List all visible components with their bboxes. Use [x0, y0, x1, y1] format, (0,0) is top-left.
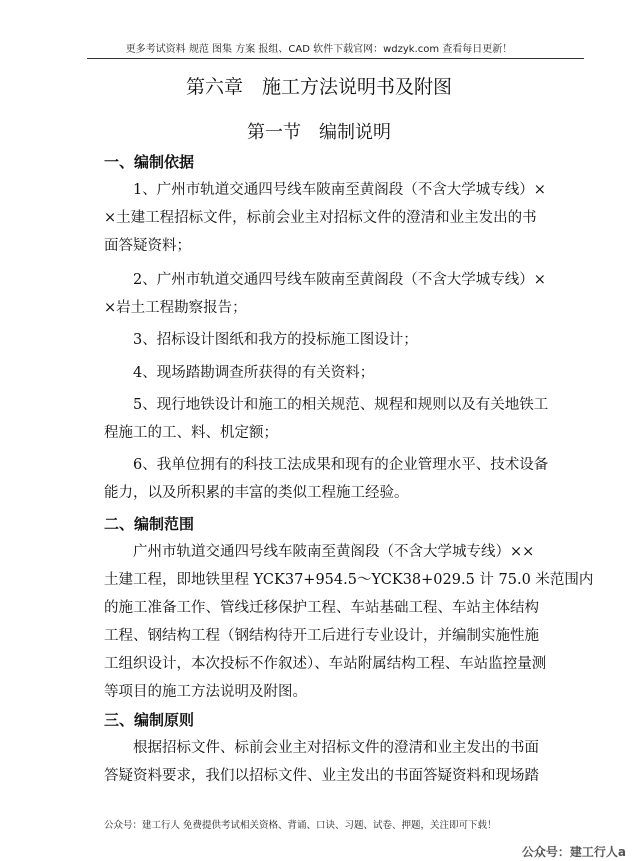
header-rule: [87, 58, 584, 59]
paragraph-line: ×岩土工程勘察报告；: [104, 300, 247, 316]
watermark: 公众号：建工行人a: [521, 845, 626, 859]
paragraph: [104, 359, 588, 387]
paragraph-line: 5、现行地铁设计和施工的相关规范、规程和规则以及有关地铁工: [133, 397, 549, 413]
paragraph-line: 4、现场踏勘调查所获得的有关资料；: [133, 365, 375, 381]
paragraph: [104, 326, 588, 354]
paragraph-line: 土建工程，即地铁里程 YCK37+954.5～YCK38+029.5 计 75.0 米范围内: [104, 572, 594, 588]
paragraph-line: 等项目的施工方法说明及附图。: [104, 684, 307, 700]
paragraph-line: 3、招标设计图纸和我方的投标施工图设计；: [133, 332, 418, 348]
paragraph-line: 的施工准备工作、管线迁移保护工程、车站基础工程、车站主体结构: [104, 600, 539, 616]
paragraph-line: 根据招标文件、标前会业主对招标文件的澄清和业主发出的书面: [133, 740, 539, 756]
paragraph: [104, 176, 588, 260]
paragraph-line: 6、我单位拥有的科技工法成果和现有的企业管理水平、技术设备: [133, 457, 549, 473]
paragraph-line: 程施工的工、料、机定额；: [104, 425, 278, 441]
section-heading-principles: 三、编制原则: [104, 711, 195, 729]
header-banner: 更多考试资料 规范 图集 方案 报组、CAD 软件下载官网：wdzyk.com 查看每日更新！: [125, 44, 513, 55]
chapter-title: 第六章 施工方法说明书及附图: [185, 76, 452, 98]
paragraph: [104, 538, 594, 706]
paragraph-line: ×土建工程招标文件，标前会业主对招标文件的澄清和业主发出的书: [104, 210, 537, 226]
paragraph: [104, 451, 588, 507]
paragraph-line: 面答疑资料；: [104, 238, 191, 254]
paragraph-line: 能力，以及所积累的丰富的类似工程施工经验。: [104, 485, 409, 501]
paragraph-line: 广州市轨道交通四号线车陂南至黄阁段（不含大学城专线）××: [133, 544, 535, 560]
paragraph-line: 工组织设计，本次投标不作叙述）、车站附属结构工程、车站监控量测: [104, 656, 547, 672]
section-heading-basis: 一、编制依据: [104, 153, 195, 171]
paragraph-line: 工程、钢结构工程（钢结构待开工后进行专业设计，并编制实施性施: [104, 628, 539, 644]
paragraph-line: 1、广州市轨道交通四号线车陂南至黄阁段（不含大学城专线）×: [133, 182, 546, 198]
footer-text: 公众号：建工行人 免费提供考试相关资格、背诵、口诀、习题、试卷、押题，关注即可下载！: [104, 820, 497, 831]
paragraph: [104, 391, 588, 447]
paragraph-line: 2、广州市轨道交通四号线车陂南至黄阁段（不含大学城专线）×: [133, 272, 546, 288]
section-title: 第一节 编制说明: [247, 122, 391, 143]
paragraph-line: 答疑资料要求，我们以招标文件、业主发出的书面答疑资料和现场踏: [104, 768, 539, 784]
paragraph: [104, 734, 588, 790]
paragraph: [104, 266, 588, 322]
section-heading-scope: 二、编制范围: [104, 515, 195, 533]
